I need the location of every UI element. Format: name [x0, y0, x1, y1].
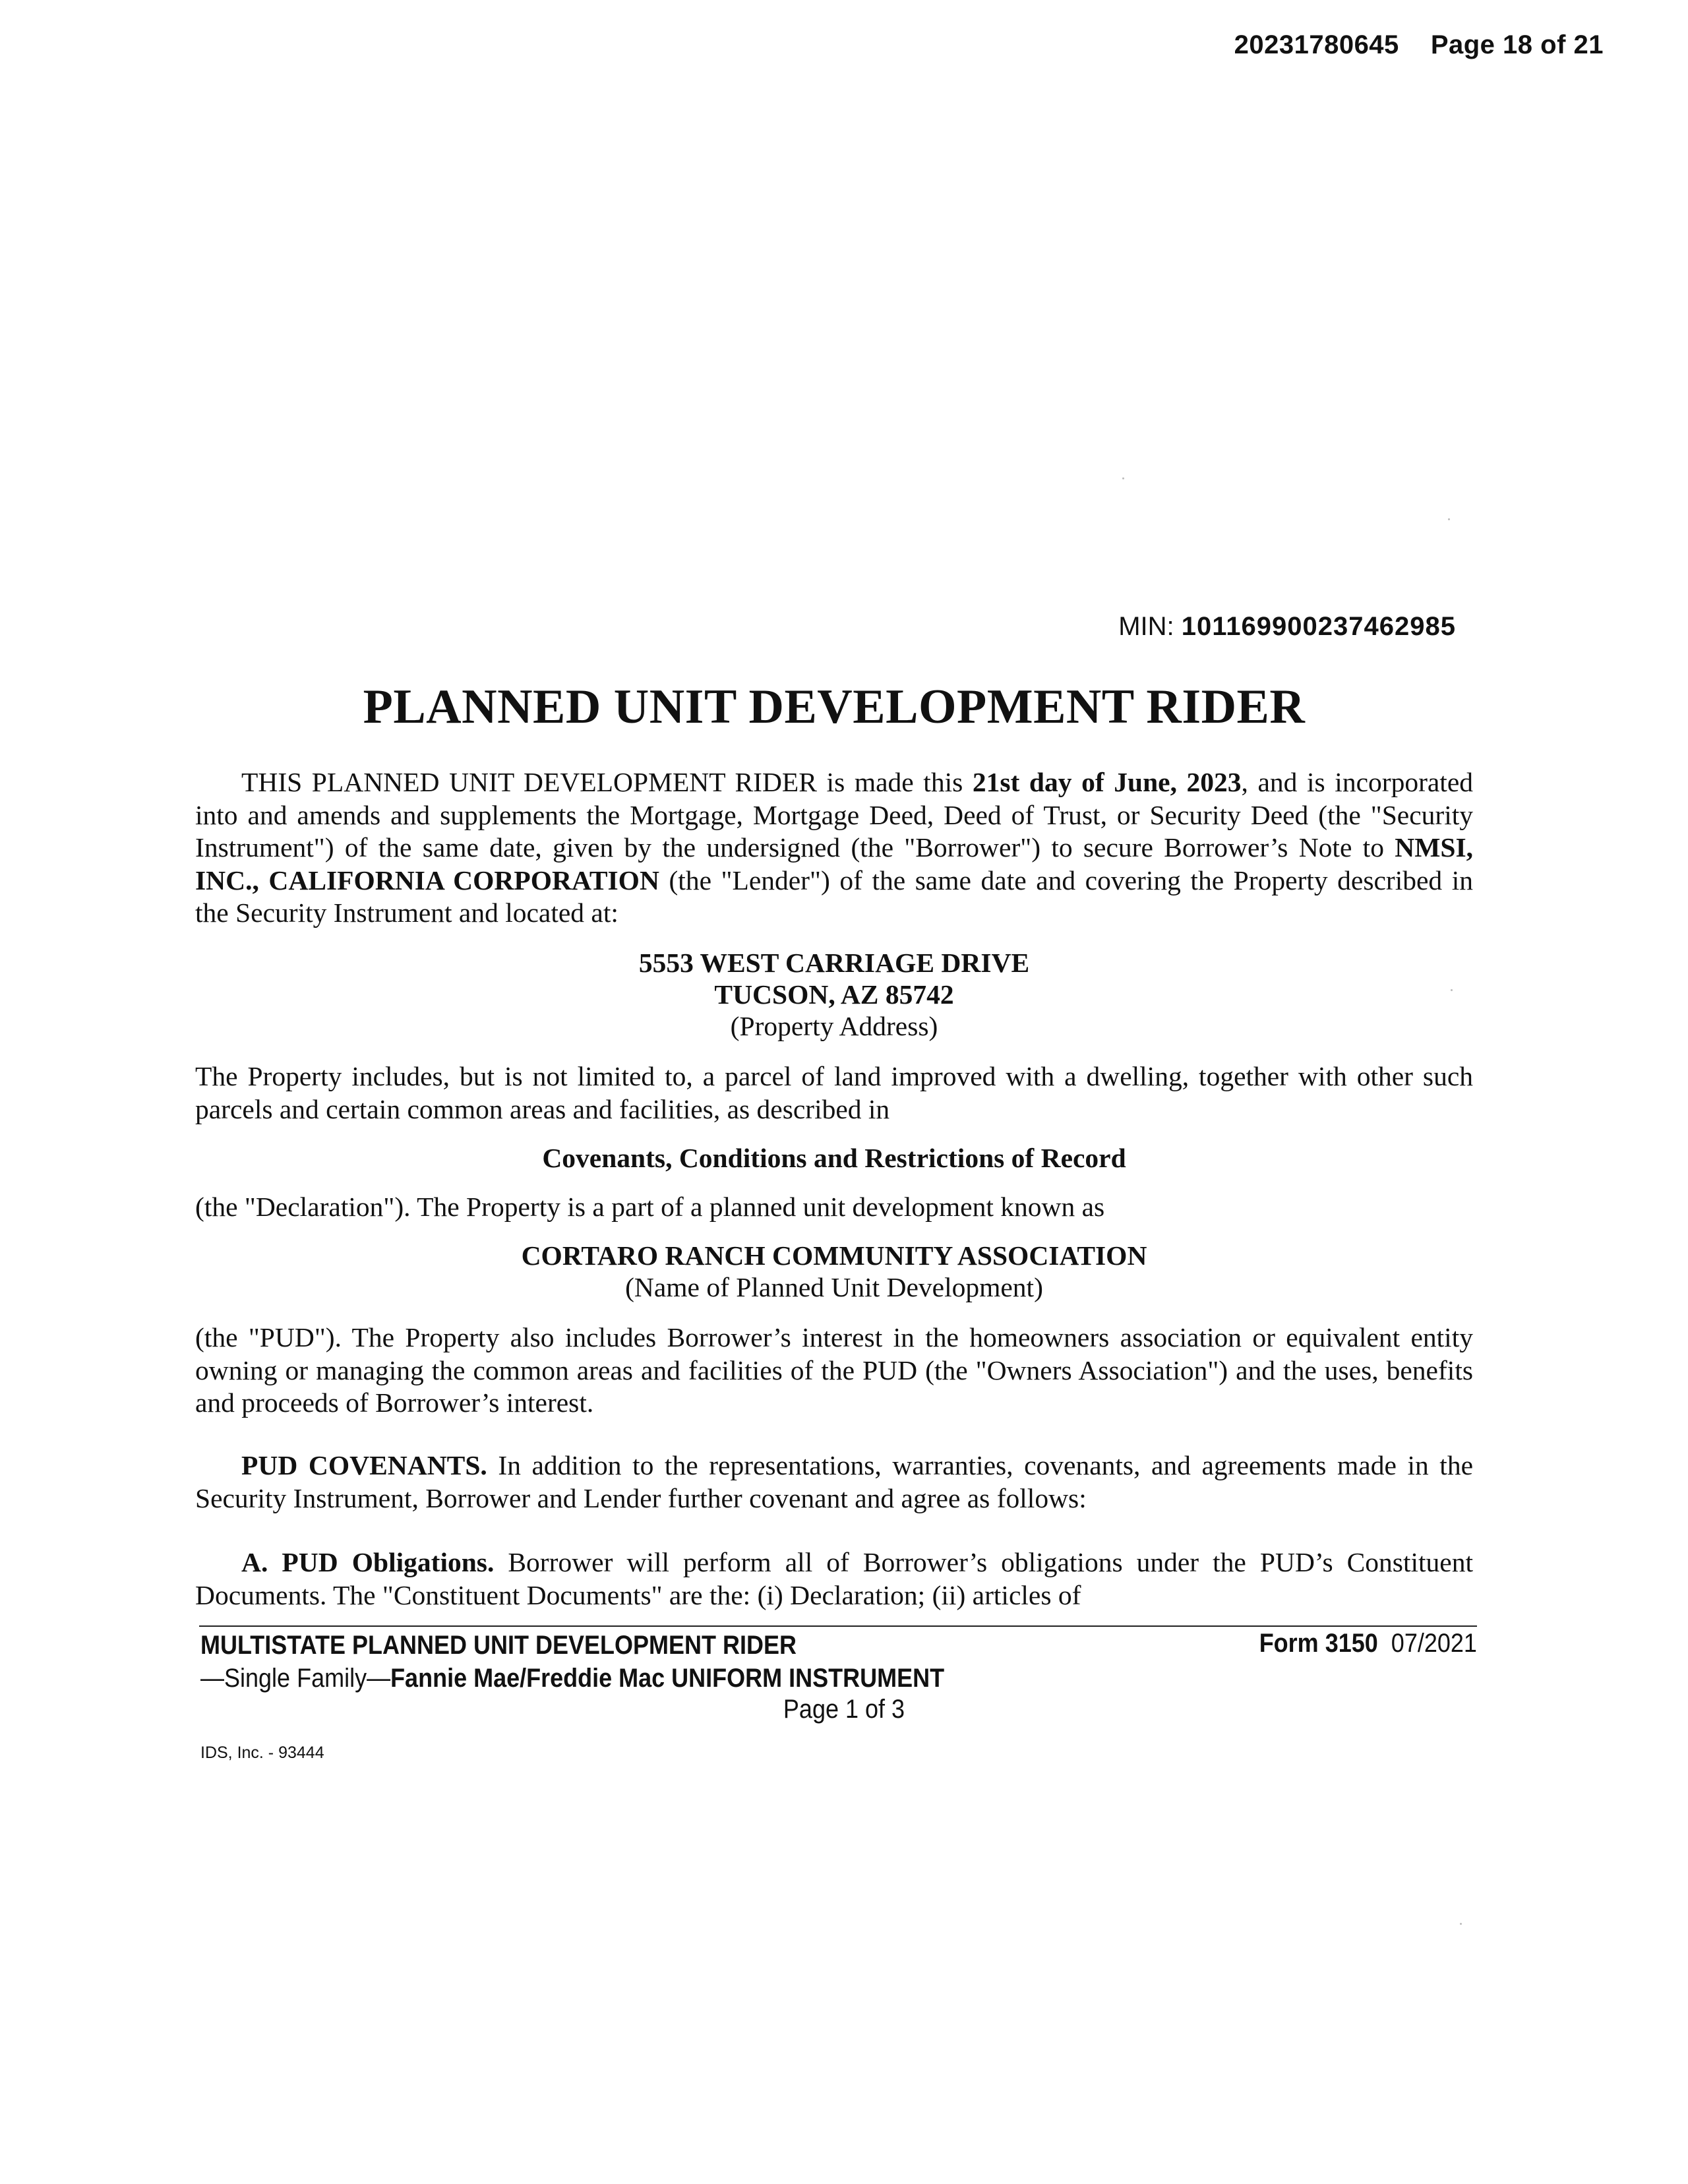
ids-reference: IDS, Inc. - 93444 — [200, 1744, 324, 1762]
scan-speck — [1448, 518, 1450, 520]
rider-date: 21st day of June, 2023 — [972, 767, 1242, 797]
declaration-name: Covenants, Conditions and Restrictions of Record — [542, 1143, 1126, 1173]
intro-text-2: , and is incorporated into and amends and supplements the Mortgage, Mortgage Deed, Deed of Trust, or Security Deed (the "Security Instrument") of the same date, given by the undersigned (the "Borrower") to secure Borrower’s Note to — [195, 767, 1474, 863]
min-line — [1118, 612, 1456, 642]
footer-line2-bold: Fannie Mae/Freddie Mac UNIFORM INSTRUMENT — [390, 1664, 945, 1693]
min-value: 101169900237462985 — [1181, 612, 1456, 641]
lender-name: NMSI, INC., CALIFORNIA CORPORATION — [195, 832, 1473, 895]
intro-paragraph — [195, 766, 1473, 930]
scan-speck — [1460, 1923, 1462, 1925]
section-a-text: Borrower will perform all of Borrower’s obligations under the PUD’s Constituent Documents. The "Constituent Documents" are the: (i) Declaration; (ii) articles of — [195, 1547, 1474, 1610]
footer-form-title — [200, 1629, 944, 1695]
intro-text-1: THIS PLANNED UNIT DEVELOPMENT RIDER is made this — [241, 767, 973, 797]
pud-name-block — [195, 1240, 1473, 1303]
pud-covenants-text: In addition to the representations, warranties, covenants, and agreements made in the Security Instrument, Borrower and Lender further covenant and agree as follows: — [195, 1450, 1473, 1513]
property-address-block — [195, 947, 1473, 1042]
property-address-caption: (Property Address) — [730, 1011, 938, 1041]
min-label: MIN: — [1118, 612, 1174, 641]
declaration-paragraph: (the "Declaration"). The Property is a part of a planned unit development known as — [195, 1192, 1105, 1222]
scan-speck — [1451, 989, 1453, 991]
pud-name: CORTARO RANCH COMMUNITY ASSOCIATION — [521, 1240, 1147, 1271]
pud-caption: (Name of Planned Unit Development) — [625, 1272, 1043, 1302]
intro-text-3: (the "Lender") of the same date and covering the Property described in the Security Instrument and located at: — [195, 864, 1473, 928]
footer-line1: MULTISTATE PLANNED UNIT DEVELOPMENT RIDER — [200, 1631, 797, 1660]
footer-form-number — [1259, 1629, 1477, 1658]
property-address-line1: 5553 WEST CARRIAGE DRIVE — [638, 948, 1030, 978]
pud-covenants-heading: PUD COVENANTS. — [241, 1450, 487, 1480]
section-a-paragraph — [195, 1546, 1473, 1612]
pud-covenants-paragraph — [195, 1449, 1473, 1515]
footer-form-date: 07/2021 — [1391, 1629, 1477, 1658]
recording-page-label: Page 18 of 21 — [1430, 30, 1604, 59]
scan-speck — [1122, 477, 1124, 479]
property-address-line2: TUCSON, AZ 85742 — [714, 979, 954, 1010]
footer-line2-prefix: —Single Family— — [200, 1664, 391, 1693]
recording-document-number: 20231780645 — [1234, 30, 1399, 59]
property-includes-paragraph: The Property includes, but is not limited to, a parcel of land improved with a dwelling, together with other such parcels and certain common areas and facilities, as described in — [195, 1061, 1473, 1124]
footer-form-label: Form 3150 — [1259, 1629, 1378, 1658]
pud-paragraph: (the "PUD"). The Property also includes Borrower’s interest in the homeowners association or equivalent entity owning or managing the common areas and facilities of the PUD (the "Owners Association") and the uses, benefits and proceeds of Borrower’s interest. — [195, 1322, 1473, 1418]
recording-header — [1234, 30, 1604, 60]
section-a-heading: A. PUD Obligations. — [241, 1547, 495, 1577]
footer-rule — [199, 1625, 1477, 1627]
document-title: PLANNED UNIT DEVELOPMENT RIDER — [363, 680, 1306, 734]
declaration-block — [195, 1142, 1473, 1174]
footer-page-number: Page 1 of 3 — [783, 1695, 905, 1724]
